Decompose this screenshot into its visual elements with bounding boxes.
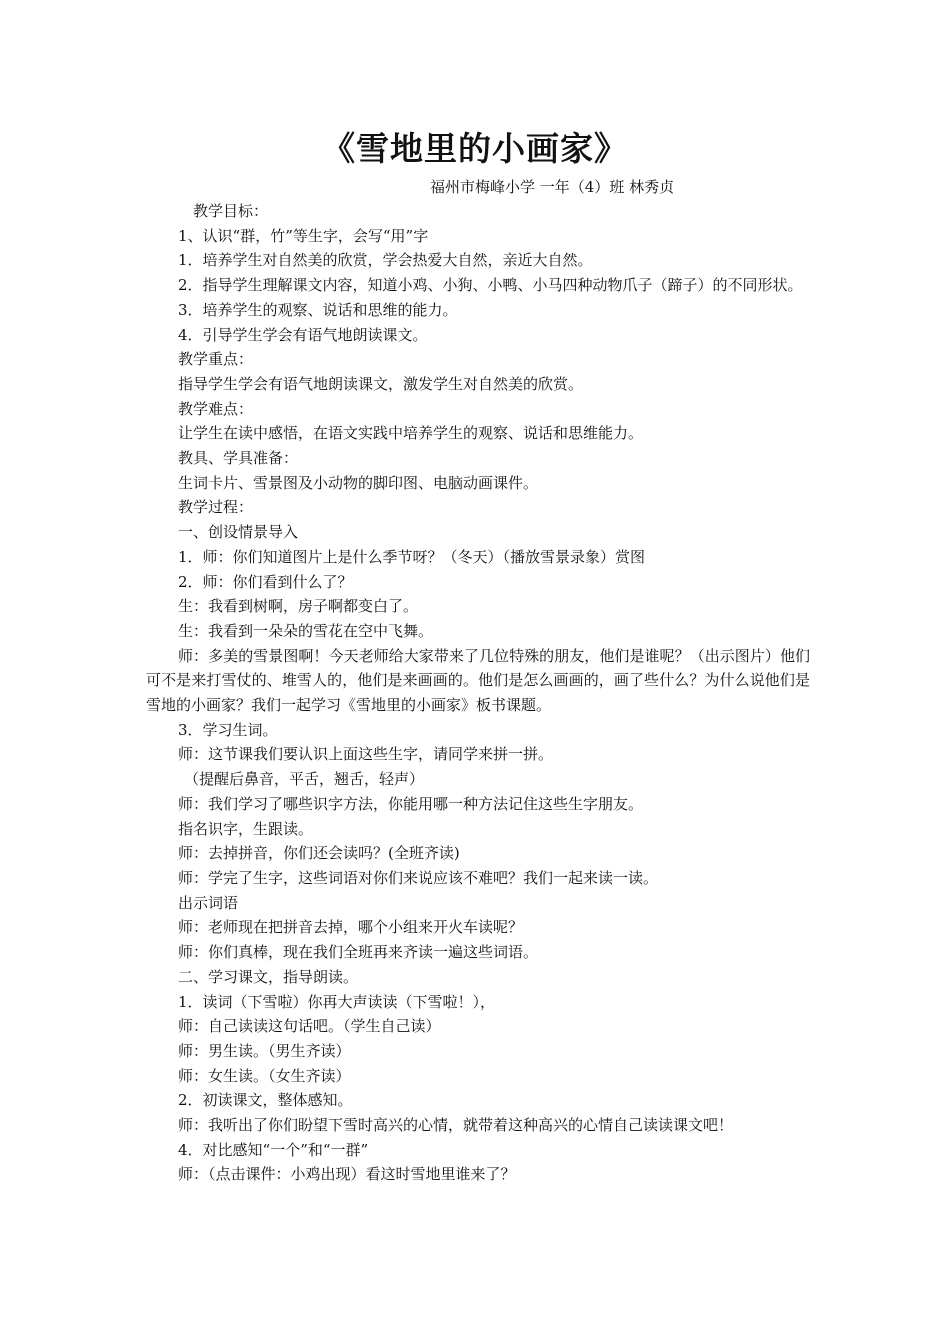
paragraph: 教学难点：	[178, 399, 254, 418]
paragraph: 指名识字，生跟读。	[178, 819, 314, 838]
author-line: 福州市梅峰小学 一年（4）班 林秀贞	[430, 178, 675, 196]
paragraph: 师：老师现在把拼音去掉，哪个小组来开火车读呢？	[178, 918, 524, 937]
paragraph: 二、学习课文，指导朗读。	[178, 967, 359, 986]
paragraph: 1．培养学生对自然美的欣赏，学会热爱大自然，亲近大自然。	[178, 251, 593, 270]
paragraph: 教具、学具准备：	[178, 449, 299, 468]
paragraph: 生：我看到树啊，房子啊都变白了。	[178, 597, 419, 616]
paragraph: 生：我看到一朵朵的雪花在空中飞舞。	[178, 621, 434, 640]
paragraph: 师：这节课我们要认识上面这些生字，请同学来拼一拼。	[178, 745, 554, 764]
paragraph: 生词卡片、雪景图及小动物的脚印图、电脑动画课件。	[178, 473, 539, 492]
paragraph: 师：多美的雪景图啊！今天老师给大家带来了几位特殊的朋友，他们是谁呢？（出示图片）他们可不是来打雪仗的、堆雪人的，他们是来画画的。他们是怎么画画的，画了些什么？为什么说他们是雪地的小画家？我们一起学习《雪地里的小画家》板书课题。	[146, 646, 810, 715]
paragraph: 教学目标：	[193, 202, 269, 220]
paragraph: 3．学习生词。	[178, 720, 278, 739]
paragraph: 1．师：你们知道图片上是什么季节呀？（冬天）（播放雪景录象）赏图	[178, 547, 646, 566]
paragraph: 师：自己读读这句话吧。（学生自己读）	[178, 1017, 441, 1036]
paragraph: 2．师：你们看到什么了？	[178, 572, 353, 591]
paragraph: 1、认识“群，竹”等生字，会写“用”字	[178, 226, 429, 245]
paragraph: 师：我们学习了哪些识字方法，你能用哪一种方法记住这些生字朋友。	[178, 794, 644, 813]
document-title: 《雪地里的小画家》	[322, 129, 628, 168]
paragraph: 教学重点：	[178, 350, 254, 369]
paragraph: 教学过程：	[178, 498, 254, 517]
paragraph: 指导学生学会有语气地朗读课文，激发学生对自然美的欣赏。	[178, 374, 584, 393]
paragraph: 师：你们真棒，现在我们全班再来齐读一遍这些词语。	[178, 943, 539, 962]
paragraph: 3．培养学生的观察、说话和思维的能力。	[178, 300, 458, 319]
paragraph: 2．初读课文，整体感知。	[178, 1091, 353, 1110]
paragraph: 4．引导学生学会有语气地朗读课文。	[178, 325, 428, 344]
paragraph: 师：我听出了你们盼望下雪时高兴的心情，就带着这种高兴的心情自己读读课文吧！	[178, 1116, 734, 1135]
paragraph: 一、创设情景导入	[178, 523, 299, 542]
paragraph: 师：学完了生字，这些词语对你们来说应该不难吧？我们一起来读一读。	[178, 868, 659, 887]
paragraph: （提醒后鼻音，平舌，翘舌，轻声）	[184, 770, 425, 789]
paragraph: 让学生在读中感悟，在语文实践中培养学生的观察、说话和思维能力。	[178, 424, 644, 443]
document-body	[146, 199, 810, 1187]
paragraph: 4．对比感知“一个”和“一群”	[178, 1140, 369, 1159]
paragraph: 师：女生读。（女生齐读）	[178, 1066, 351, 1085]
paragraph: 师：男生读。（男生齐读）	[178, 1041, 351, 1060]
paragraph: 出示词语	[178, 893, 239, 912]
paragraph: 1．读词（下雪啦）你再大声读读（下雪啦！），	[178, 992, 496, 1011]
paragraph: 师：去掉拼音，你们还会读吗？(全班齐读)	[178, 844, 460, 863]
paragraph: 2．指导学生理解课文内容，知道小鸡、小狗、小鸭、小马四种动物爪子（蹄子）的不同形状。	[178, 276, 803, 295]
paragraph: 师：（点击课件：小鸡出现）看这时雪地里谁来了？	[178, 1165, 516, 1184]
